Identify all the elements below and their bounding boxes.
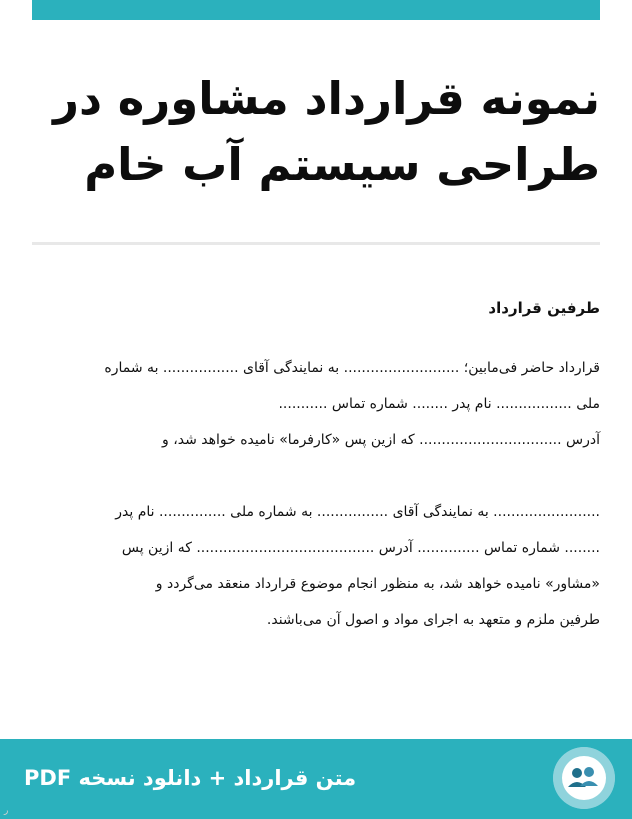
title-line-2: طراحی سیستم آب خام xyxy=(84,138,600,191)
paragraph-line: «مشاور» نامیده خواهد شد، به منظور انجام موضوع قرارداد منعقد می‌گردد و xyxy=(155,576,600,592)
paragraph-line: آدرس ................................ که ازین پس «کارفرما» نامیده خواهد شد، و xyxy=(162,432,600,448)
users-icon xyxy=(553,747,615,809)
paragraph-line: ........ شماره تماس .............. آدرس ........................................ که ازین پس xyxy=(121,540,600,556)
corner-mark: ر xyxy=(4,806,9,816)
divider xyxy=(32,242,600,245)
paragraph-line: ........................ به نمایندگی آقای ................ به شماره ملی ............... نام پدر xyxy=(115,504,600,520)
page-title xyxy=(32,66,600,198)
contract-paragraph-1 xyxy=(28,350,600,458)
title-line-1: نمونه قرارداد مشاوره در xyxy=(53,72,600,125)
download-banner[interactable] xyxy=(0,739,632,819)
paragraph-line: طرفین ملزم و متعهد به اجرای مواد و اصول آن می‌باشند. xyxy=(266,612,600,628)
paragraph-line: قرارداد حاضر فی‌مابین؛ .......................... به نمایندگی آقای ................. به شماره xyxy=(104,360,600,376)
top-accent-bar xyxy=(32,0,600,20)
paragraph-line: ملی ................. نام پدر ........ شماره تماس ........... xyxy=(278,396,600,412)
section-heading: طرفین قرارداد xyxy=(488,299,600,317)
download-cta-text[interactable]: متن قرارداد + دانلود نسخه PDF xyxy=(24,766,357,790)
contract-paragraph-2 xyxy=(28,494,600,638)
